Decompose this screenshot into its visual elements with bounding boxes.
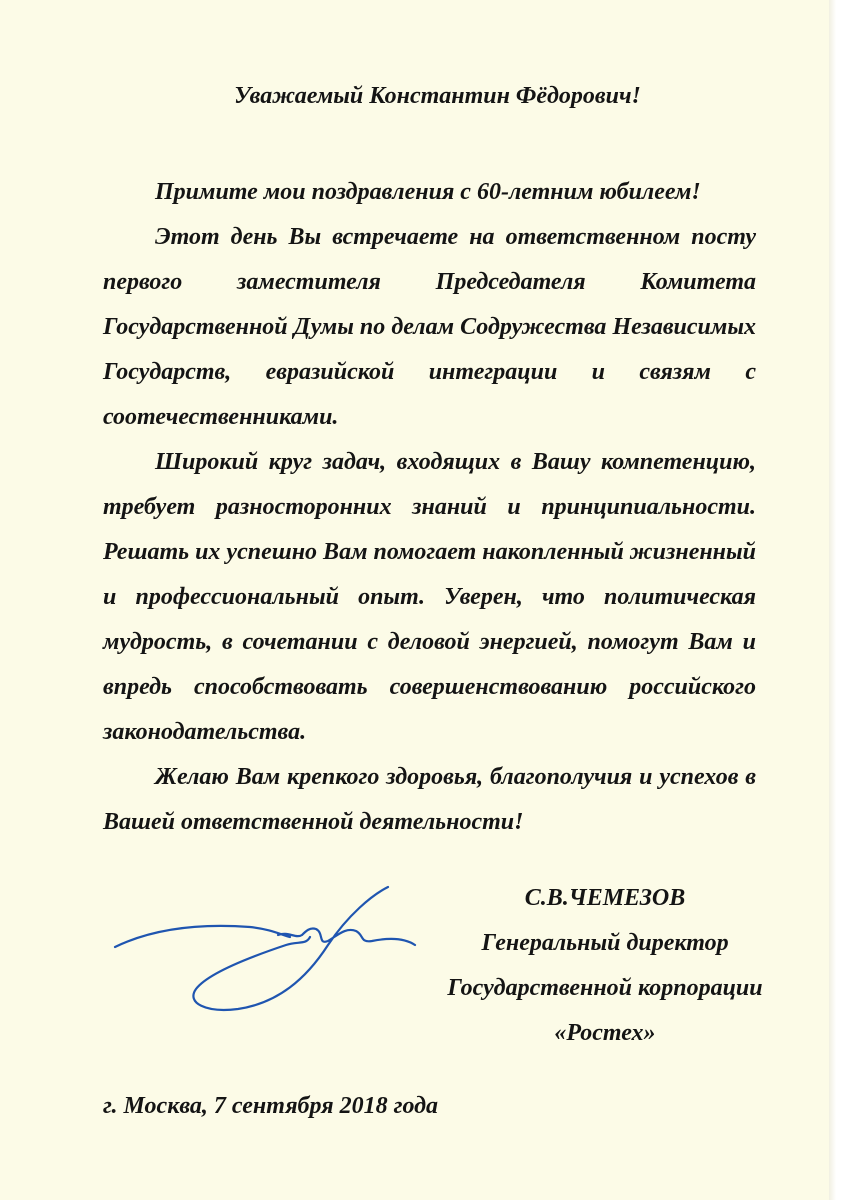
paragraph-wishes: Желаю Вам крепкого здоровья, благополучия и успехов в Вашей ответственной деятельности! bbox=[103, 764, 756, 835]
signer-title: Генеральный директор bbox=[481, 930, 729, 956]
signer-name: С.В.ЧЕМЕЗОВ bbox=[524, 885, 686, 911]
page-edge bbox=[829, 0, 847, 1200]
paragraph-position: Этот день Вы встречаете на ответственном посту первого заместителя Председателя Комитета Государственной Думы по делам Содружества Независимых Государств, евразийской интеграции и связям с соотечественниками. bbox=[103, 224, 756, 430]
signer-block bbox=[430, 876, 780, 1056]
place-and-date: г. Москва, 7 сентября 2018 года bbox=[103, 1093, 439, 1119]
signer-organization: Государственной корпорации bbox=[447, 975, 763, 1001]
letter-body bbox=[103, 170, 756, 845]
paragraph-congratulation: Примите мои поздравления с 60-летним юбилеем! bbox=[155, 179, 701, 205]
handwritten-signature bbox=[110, 875, 420, 1015]
paragraph-competence: Широкий круг задач, входящих в Вашу компетенцию, требует разносторонних знаний и принципиальности. Решать их успешно Вам помогает накопленный жизненный и профессиональный опыт. Уверен, что политическая мудрость, в сочетании с деловой энергией, помогут Вам и впредь способствовать совершенствованию российского законодательства. bbox=[103, 449, 756, 745]
salutation: Уважаемый Константин Фёдорович! bbox=[234, 83, 641, 109]
signer-company: «Ростех» bbox=[554, 1020, 656, 1046]
